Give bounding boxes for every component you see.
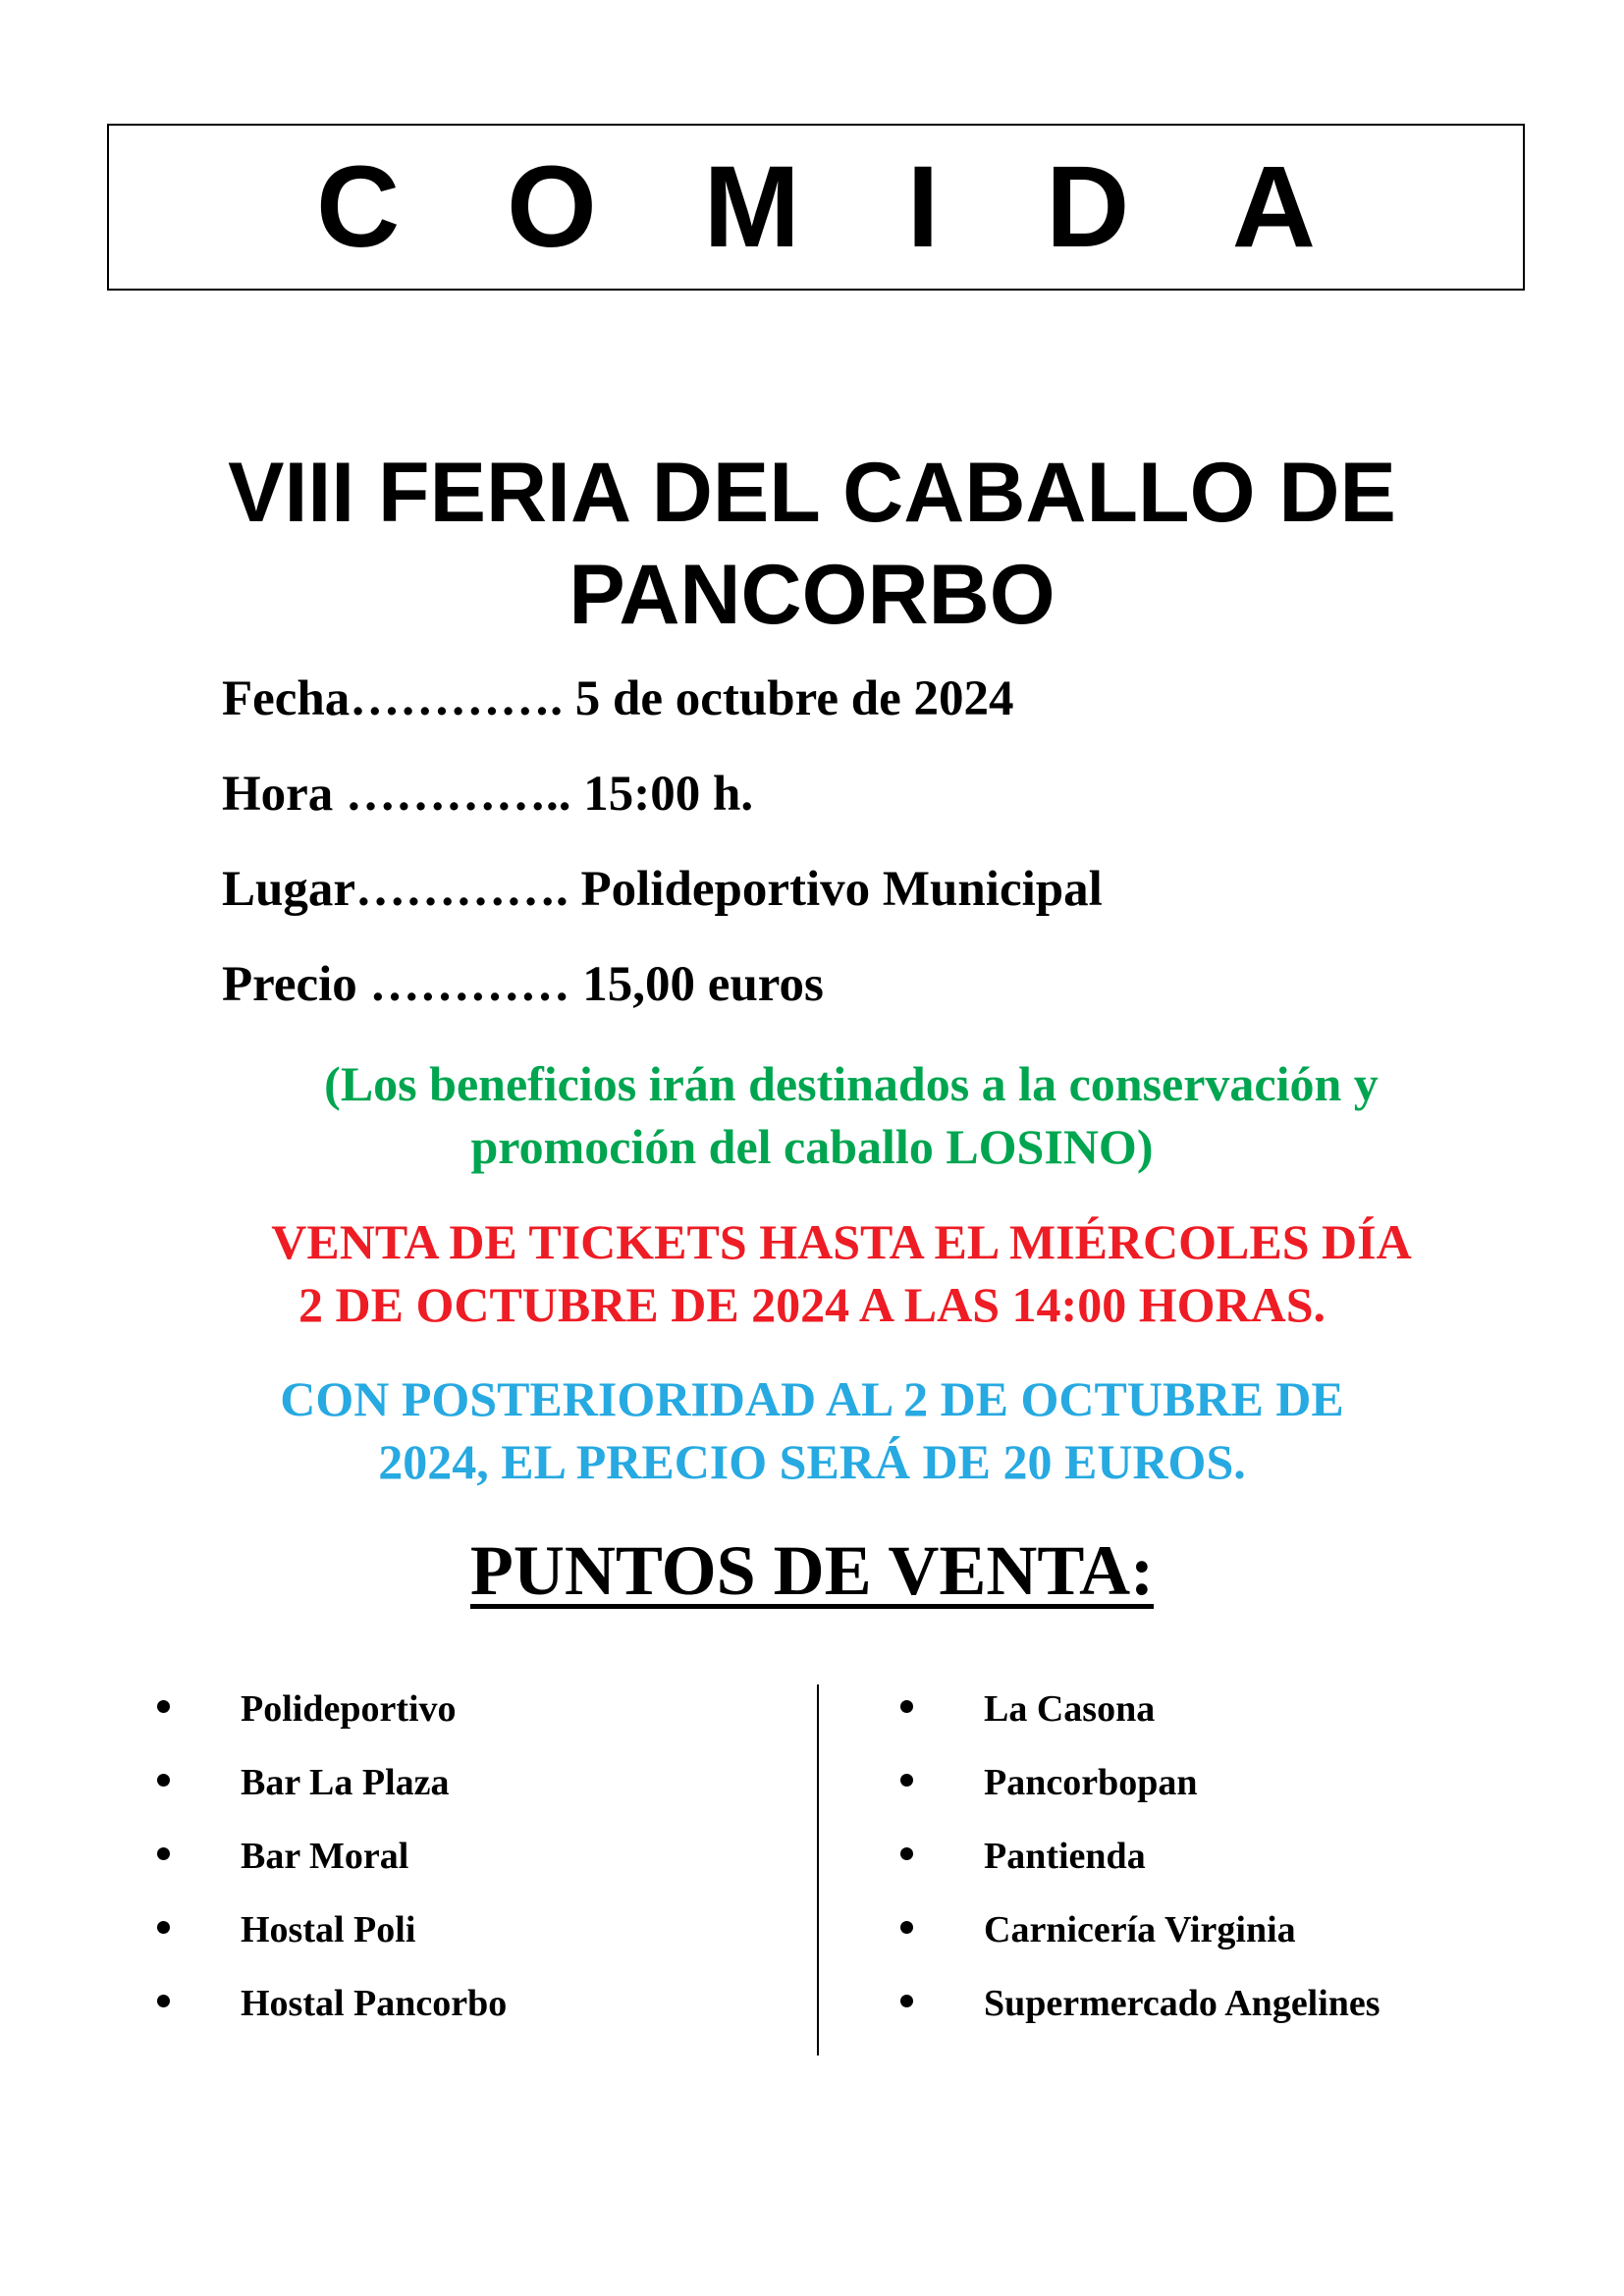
deadline-note-line-2: 2 DE OCTUBRE DE 2024 A LAS 14:00 HORAS. [298, 1277, 1326, 1332]
bullet-icon [900, 1774, 913, 1787]
bullet-icon [900, 1847, 913, 1860]
bullet-icon [157, 1847, 170, 1860]
list-item [157, 1980, 507, 2054]
bullet-icon [157, 1774, 170, 1787]
list-item-label: Hostal Poli [241, 1909, 416, 1950]
list-item-label: La Casona [984, 1688, 1156, 1730]
column-divider [817, 1684, 819, 2056]
sales-points-title [0, 1526, 1624, 1615]
sales-points-list-right [900, 1685, 1380, 2054]
bullet-icon [157, 1700, 170, 1713]
title-box [107, 124, 1525, 291]
detail-price: Precio ………… 15,00 euros [222, 957, 824, 1012]
list-item [900, 1685, 1380, 1759]
benefit-note-line-2: promoción del caballo LOSINO) [470, 1119, 1154, 1174]
list-item-label: Bar Moral [241, 1836, 409, 1877]
deadline-note [0, 1210, 1624, 1336]
bullet-icon [157, 1921, 170, 1934]
list-item-label: Bar La Plaza [241, 1762, 450, 1803]
late-price-note-line-1: CON POSTERIORIDAD AL 2 DE OCTUBRE DE [280, 1371, 1344, 1426]
list-item [900, 1980, 1380, 2054]
benefit-note-line-1: (Los beneficios irán destinados a la conservación y [324, 1056, 1379, 1111]
bullet-icon [900, 1700, 913, 1713]
event-heading-line-1: VIII FERIA DEL CABALLO DE [228, 446, 1396, 540]
list-item [900, 1759, 1380, 1833]
list-item [157, 1759, 507, 1833]
list-item [900, 1833, 1380, 1906]
list-item-label: Pantienda [984, 1836, 1146, 1877]
late-price-note-line-2: 2024, EL PRECIO SERÁ DE 20 EUROS. [378, 1434, 1246, 1489]
event-heading-line-2: PANCORBO [568, 548, 1056, 642]
detail-date: Fecha…………. 5 de octubre de 2024 [222, 671, 1014, 726]
list-item [900, 1906, 1380, 1980]
list-item-label: Polideportivo [241, 1688, 457, 1730]
list-item-label: Pancorbopan [984, 1762, 1198, 1803]
detail-place: Lugar…………. Polideportivo Municipal [222, 862, 1103, 917]
bullet-icon [900, 1921, 913, 1934]
event-heading [0, 442, 1624, 646]
benefit-note [0, 1052, 1624, 1178]
detail-time: Hora ………….. 15:00 h. [222, 767, 754, 822]
page-title: C O M I D A [315, 142, 1354, 272]
list-item [157, 1685, 507, 1759]
bullet-icon [157, 1995, 170, 2007]
sales-points-list-left [157, 1685, 507, 2054]
list-item-label: Hostal Pancorbo [241, 1983, 508, 2024]
late-price-note [0, 1367, 1624, 1493]
list-item-label: Supermercado Angelines [984, 1983, 1380, 2024]
list-item-label: Carnicería Virginia [984, 1909, 1296, 1950]
bullet-icon [900, 1995, 913, 2007]
deadline-note-line-1: VENTA DE TICKETS HASTA EL MIÉRCOLES DÍA [271, 1214, 1412, 1269]
list-item [157, 1906, 507, 1980]
list-item [157, 1833, 507, 1906]
sales-points-title-text: PUNTOS DE VENTA: [469, 1531, 1155, 1610]
event-details [222, 669, 1103, 1050]
